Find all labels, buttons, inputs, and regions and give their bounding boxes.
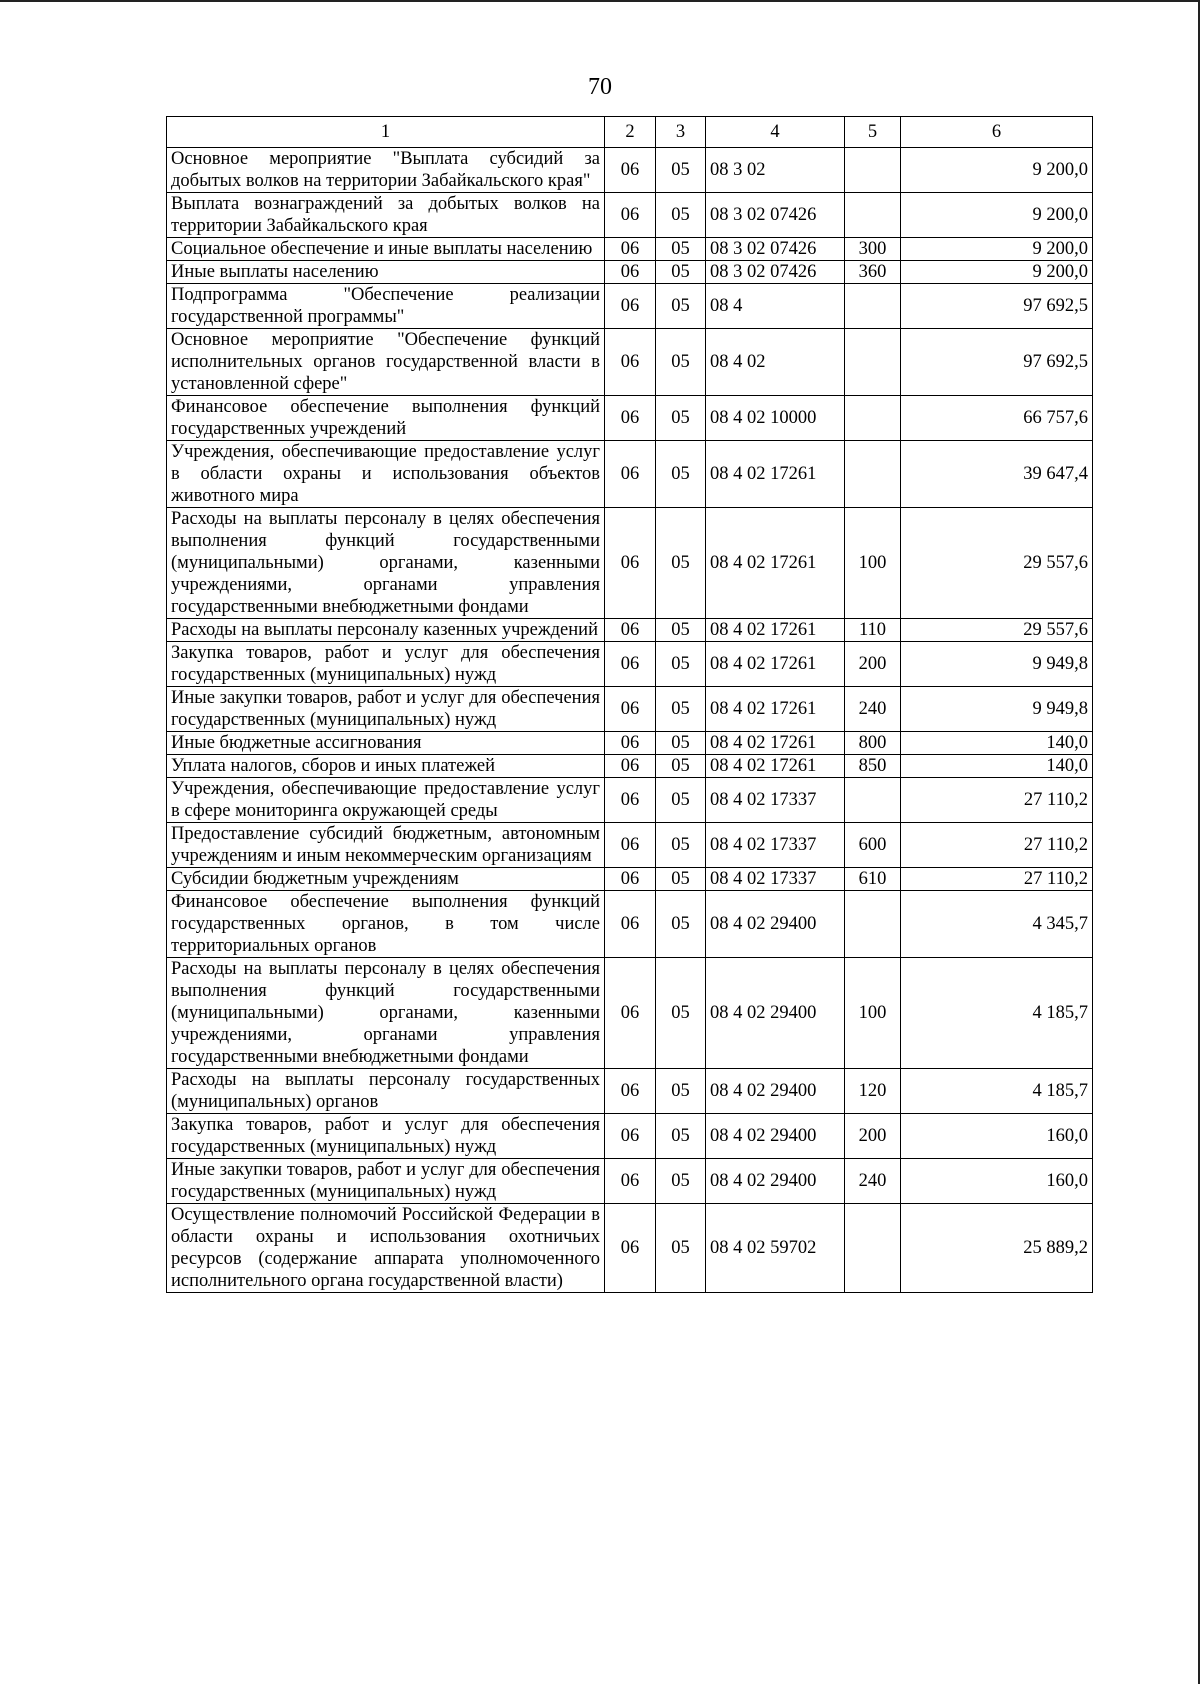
row-name: Иные закупки товаров, работ и услуг для обеспечения государственных (муниципальных) нужд bbox=[167, 1159, 605, 1204]
page-number: 70 bbox=[588, 74, 612, 100]
row-amount: 4 185,7 bbox=[901, 958, 1093, 1069]
budget-table bbox=[166, 116, 1093, 1293]
row-expense-type: 200 bbox=[845, 1114, 901, 1159]
row-expense-type bbox=[845, 441, 901, 508]
row-amount: 25 889,2 bbox=[901, 1204, 1093, 1293]
row-section: 06 bbox=[605, 1159, 656, 1204]
row-amount: 39 647,4 bbox=[901, 441, 1093, 508]
row-amount: 4 345,7 bbox=[901, 891, 1093, 958]
row-section: 06 bbox=[605, 261, 656, 284]
row-name: Финансовое обеспечение выполнения функций государственных органов, в том числе территориальных органов bbox=[167, 891, 605, 958]
row-target-code: 08 4 02 17261 bbox=[706, 441, 845, 508]
row-amount: 27 110,2 bbox=[901, 868, 1093, 891]
row-amount: 160,0 bbox=[901, 1114, 1093, 1159]
row-expense-type bbox=[845, 891, 901, 958]
row-name: Иные выплаты населению bbox=[167, 261, 605, 284]
header-col-4: 4 bbox=[706, 117, 845, 148]
row-expense-type bbox=[845, 148, 901, 193]
table-row bbox=[167, 1114, 1093, 1159]
row-name: Расходы на выплаты персоналу в целях обеспечения выполнения функций государственными (муниципальными) органами, казенными учреждениями, органами управления государственными внебюджетными фондами bbox=[167, 508, 605, 619]
row-expense-type: 800 bbox=[845, 732, 901, 755]
row-name: Субсидии бюджетным учреждениям bbox=[167, 868, 605, 891]
table-row bbox=[167, 619, 1093, 642]
row-subsection: 05 bbox=[656, 329, 706, 396]
table-row bbox=[167, 958, 1093, 1069]
header-col-3: 3 bbox=[656, 117, 706, 148]
row-subsection: 05 bbox=[656, 1114, 706, 1159]
header-col-5: 5 bbox=[845, 117, 901, 148]
row-target-code: 08 4 02 17261 bbox=[706, 732, 845, 755]
row-expense-type: 850 bbox=[845, 755, 901, 778]
row-subsection: 05 bbox=[656, 284, 706, 329]
row-name: Закупка товаров, работ и услуг для обеспечения государственных (муниципальных) нужд bbox=[167, 1114, 605, 1159]
row-subsection: 05 bbox=[656, 508, 706, 619]
row-name: Иные закупки товаров, работ и услуг для обеспечения государственных (муниципальных) нужд bbox=[167, 687, 605, 732]
row-name: Уплата налогов, сборов и иных платежей bbox=[167, 755, 605, 778]
row-target-code: 08 3 02 07426 bbox=[706, 238, 845, 261]
row-expense-type bbox=[845, 778, 901, 823]
row-amount: 9 949,8 bbox=[901, 687, 1093, 732]
table-row bbox=[167, 778, 1093, 823]
row-subsection: 05 bbox=[656, 441, 706, 508]
table-row bbox=[167, 1069, 1093, 1114]
table-row bbox=[167, 868, 1093, 891]
row-subsection: 05 bbox=[656, 1159, 706, 1204]
row-subsection: 05 bbox=[656, 868, 706, 891]
row-target-code: 08 4 02 bbox=[706, 329, 845, 396]
row-section: 06 bbox=[605, 148, 656, 193]
row-amount: 160,0 bbox=[901, 1159, 1093, 1204]
row-name: Расходы на выплаты персоналу казенных учреждений bbox=[167, 619, 605, 642]
row-name: Учреждения, обеспечивающие предоставление услуг в сфере мониторинга окружающей среды bbox=[167, 778, 605, 823]
row-expense-type: 300 bbox=[845, 238, 901, 261]
scan-border-top bbox=[0, 0, 1200, 5]
row-subsection: 05 bbox=[656, 778, 706, 823]
row-target-code: 08 4 02 29400 bbox=[706, 958, 845, 1069]
row-section: 06 bbox=[605, 238, 656, 261]
row-subsection: 05 bbox=[656, 891, 706, 958]
row-section: 06 bbox=[605, 868, 656, 891]
table-row bbox=[167, 193, 1093, 238]
row-section: 06 bbox=[605, 193, 656, 238]
table-row bbox=[167, 284, 1093, 329]
row-target-code: 08 3 02 07426 bbox=[706, 261, 845, 284]
row-name: Предоставление субсидий бюджетным, автономным учреждениям и иным некоммерческим организациям bbox=[167, 823, 605, 868]
row-expense-type bbox=[845, 329, 901, 396]
row-amount: 66 757,6 bbox=[901, 396, 1093, 441]
table-row bbox=[167, 732, 1093, 755]
row-amount: 4 185,7 bbox=[901, 1069, 1093, 1114]
row-target-code: 08 4 02 59702 bbox=[706, 1204, 845, 1293]
row-target-code: 08 4 02 17337 bbox=[706, 778, 845, 823]
row-expense-type: 360 bbox=[845, 261, 901, 284]
table-row bbox=[167, 642, 1093, 687]
row-name: Основное мероприятие "Обеспечение функций исполнительных органов государственной власти в установленной сфере" bbox=[167, 329, 605, 396]
row-expense-type: 100 bbox=[845, 508, 901, 619]
row-name: Основное мероприятие "Выплата субсидий за добытых волков на территории Забайкальского края" bbox=[167, 148, 605, 193]
table-row bbox=[167, 148, 1093, 193]
row-expense-type: 200 bbox=[845, 642, 901, 687]
row-section: 06 bbox=[605, 958, 656, 1069]
row-section: 06 bbox=[605, 823, 656, 868]
table-row bbox=[167, 1204, 1093, 1293]
table-row bbox=[167, 261, 1093, 284]
row-expense-type: 120 bbox=[845, 1069, 901, 1114]
row-target-code: 08 4 02 17337 bbox=[706, 823, 845, 868]
table-row bbox=[167, 1159, 1093, 1204]
row-name: Иные бюджетные ассигнования bbox=[167, 732, 605, 755]
row-expense-type bbox=[845, 396, 901, 441]
header-col-1: 1 bbox=[167, 117, 605, 148]
row-name: Финансовое обеспечение выполнения функций государственных учреждений bbox=[167, 396, 605, 441]
row-section: 06 bbox=[605, 396, 656, 441]
row-section: 06 bbox=[605, 642, 656, 687]
row-subsection: 05 bbox=[656, 619, 706, 642]
row-section: 06 bbox=[605, 891, 656, 958]
row-subsection: 05 bbox=[656, 396, 706, 441]
table-row bbox=[167, 891, 1093, 958]
row-amount: 9 200,0 bbox=[901, 238, 1093, 261]
row-expense-type bbox=[845, 284, 901, 329]
row-amount: 29 557,6 bbox=[901, 619, 1093, 642]
row-section: 06 bbox=[605, 1069, 656, 1114]
table-row bbox=[167, 687, 1093, 732]
row-name: Осуществление полномочий Российской Федерации в области охраны и использования охотничьих ресурсов (содержание аппарата уполномоченного исполнительного органа государственной власти) bbox=[167, 1204, 605, 1293]
row-target-code: 08 4 02 17261 bbox=[706, 642, 845, 687]
row-target-code: 08 4 02 10000 bbox=[706, 396, 845, 441]
row-target-code: 08 3 02 07426 bbox=[706, 193, 845, 238]
row-amount: 97 692,5 bbox=[901, 329, 1093, 396]
row-subsection: 05 bbox=[656, 1069, 706, 1114]
row-section: 06 bbox=[605, 1114, 656, 1159]
row-target-code: 08 4 02 29400 bbox=[706, 891, 845, 958]
row-section: 06 bbox=[605, 441, 656, 508]
row-expense-type: 100 bbox=[845, 958, 901, 1069]
row-section: 06 bbox=[605, 1204, 656, 1293]
row-amount: 9 200,0 bbox=[901, 148, 1093, 193]
row-section: 06 bbox=[605, 508, 656, 619]
row-section: 06 bbox=[605, 778, 656, 823]
row-target-code: 08 3 02 bbox=[706, 148, 845, 193]
header-col-2: 2 bbox=[605, 117, 656, 148]
header-col-6: 6 bbox=[901, 117, 1093, 148]
table-row bbox=[167, 329, 1093, 396]
row-subsection: 05 bbox=[656, 958, 706, 1069]
row-section: 06 bbox=[605, 732, 656, 755]
table-row bbox=[167, 441, 1093, 508]
row-subsection: 05 bbox=[656, 1204, 706, 1293]
row-target-code: 08 4 02 17261 bbox=[706, 508, 845, 619]
row-target-code: 08 4 02 29400 bbox=[706, 1069, 845, 1114]
table-row bbox=[167, 823, 1093, 868]
row-subsection: 05 bbox=[656, 261, 706, 284]
table-row bbox=[167, 755, 1093, 778]
row-amount: 140,0 bbox=[901, 732, 1093, 755]
row-amount: 27 110,2 bbox=[901, 823, 1093, 868]
row-expense-type bbox=[845, 193, 901, 238]
row-name: Расходы на выплаты персоналу в целях обеспечения выполнения функций государственными (муниципальными) органами, казенными учреждениями, органами управления государственными внебюджетными фондами bbox=[167, 958, 605, 1069]
row-expense-type: 610 bbox=[845, 868, 901, 891]
row-section: 06 bbox=[605, 687, 656, 732]
row-subsection: 05 bbox=[656, 642, 706, 687]
row-name: Расходы на выплаты персоналу государственных (муниципальных) органов bbox=[167, 1069, 605, 1114]
row-amount: 29 557,6 bbox=[901, 508, 1093, 619]
row-name: Закупка товаров, работ и услуг для обеспечения государственных (муниципальных) нужд bbox=[167, 642, 605, 687]
row-amount: 9 200,0 bbox=[901, 193, 1093, 238]
row-subsection: 05 bbox=[656, 148, 706, 193]
row-expense-type bbox=[845, 1204, 901, 1293]
row-amount: 97 692,5 bbox=[901, 284, 1093, 329]
row-name: Выплата вознаграждений за добытых волков на территории Забайкальского края bbox=[167, 193, 605, 238]
table-row bbox=[167, 396, 1093, 441]
row-section: 06 bbox=[605, 619, 656, 642]
row-target-code: 08 4 02 17337 bbox=[706, 868, 845, 891]
row-name: Социальное обеспечение и иные выплаты населению bbox=[167, 238, 605, 261]
row-name: Подпрограмма "Обеспечение реализации государственной программы" bbox=[167, 284, 605, 329]
row-name: Учреждения, обеспечивающие предоставление услуг в области охраны и использования объектов животного мира bbox=[167, 441, 605, 508]
row-section: 06 bbox=[605, 284, 656, 329]
table-row bbox=[167, 238, 1093, 261]
row-expense-type: 110 bbox=[845, 619, 901, 642]
row-target-code: 08 4 bbox=[706, 284, 845, 329]
row-amount: 9 200,0 bbox=[901, 261, 1093, 284]
row-amount: 27 110,2 bbox=[901, 778, 1093, 823]
row-amount: 140,0 bbox=[901, 755, 1093, 778]
row-target-code: 08 4 02 29400 bbox=[706, 1114, 845, 1159]
row-expense-type: 240 bbox=[845, 687, 901, 732]
row-amount: 9 949,8 bbox=[901, 642, 1093, 687]
row-expense-type: 240 bbox=[845, 1159, 901, 1204]
row-subsection: 05 bbox=[656, 732, 706, 755]
row-expense-type: 600 bbox=[845, 823, 901, 868]
row-target-code: 08 4 02 17261 bbox=[706, 687, 845, 732]
row-target-code: 08 4 02 29400 bbox=[706, 1159, 845, 1204]
row-target-code: 08 4 02 17261 bbox=[706, 755, 845, 778]
row-subsection: 05 bbox=[656, 238, 706, 261]
row-subsection: 05 bbox=[656, 193, 706, 238]
header-row bbox=[167, 117, 1093, 148]
row-subsection: 05 bbox=[656, 755, 706, 778]
row-section: 06 bbox=[605, 329, 656, 396]
row-subsection: 05 bbox=[656, 687, 706, 732]
row-target-code: 08 4 02 17261 bbox=[706, 619, 845, 642]
table-row bbox=[167, 508, 1093, 619]
row-subsection: 05 bbox=[656, 823, 706, 868]
row-section: 06 bbox=[605, 755, 656, 778]
